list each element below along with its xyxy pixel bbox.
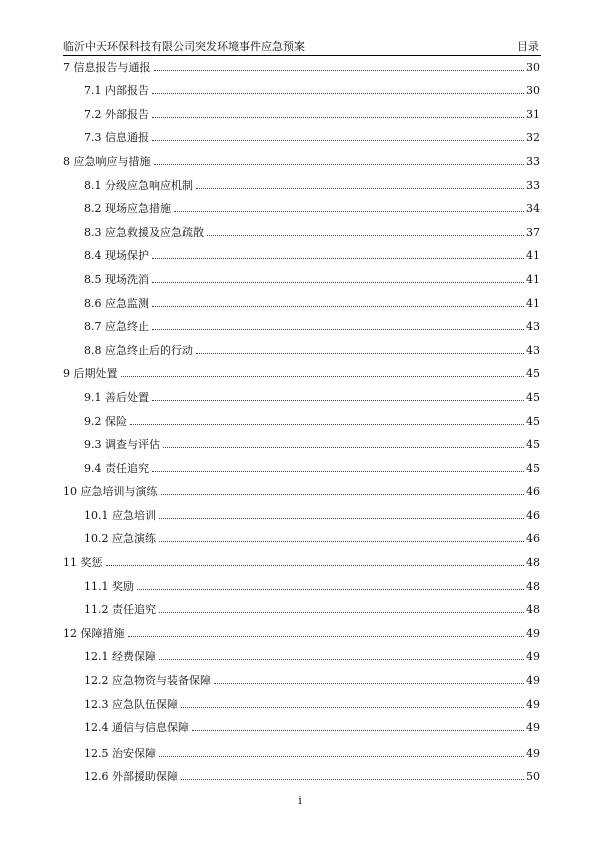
toc-entry-label: 12.4 通信与信息保障 [63,721,190,734]
toc-entry-label: 12.6 外部援助保障 [63,770,179,783]
toc-entry[interactable] [63,363,540,387]
toc-entry-page: 46 [526,508,540,522]
toc-entry-page: 49 [526,650,540,664]
document-title: 临沂中天环保科技有限公司突发环境事件应急预案 [63,40,305,53]
toc-entry[interactable] [63,103,540,127]
toc-entry-label: 10 应急培训与演练 [63,485,158,499]
toc-entry-label: 7.2 外部报告 [63,108,150,121]
toc-entry-page: 32 [526,131,540,145]
toc-entry[interactable] [63,198,540,222]
toc-entry-label: 9.1 善后处置 [63,391,150,404]
toc-dot-leader [106,565,525,566]
toc-entry-label: 8.3 应急救援及应急疏散 [63,226,205,239]
toc-dot-leader [152,282,524,283]
toc-dot-leader [159,518,524,519]
toc-dot-leader [137,589,524,590]
toc-entry[interactable] [63,599,540,623]
toc-dot-leader [152,140,524,141]
toc-dot-leader [159,756,524,757]
toc-entry[interactable] [63,410,540,434]
toc-entry-page: 48 [526,579,540,593]
toc-entry-label: 7 信息报告与通报 [63,60,151,74]
toc-entry-label: 12 保障措施 [63,626,125,640]
toc-entry[interactable] [63,316,540,340]
toc-entry-label: 8.4 现场保护 [63,249,150,262]
toc-entry-page: 45 [526,390,540,404]
toc-entry-label: 8 应急响应与措施 [63,154,151,168]
toc-entry[interactable] [63,766,540,790]
toc-entry-page: 49 [526,626,540,640]
toc-entry[interactable] [63,386,540,410]
toc-dot-leader [154,70,525,71]
toc-entry[interactable] [63,481,540,505]
toc-dot-leader [181,707,524,708]
toc-entry-page: 41 [526,272,540,286]
toc-dot-leader [174,211,524,212]
toc-entry-label: 10.2 应急演练 [63,532,157,545]
toc-dot-leader [159,659,524,660]
toc-dot-leader [152,93,524,94]
section-label: 目录 [517,40,539,53]
toc-entry-label: 12.1 经费保障 [63,650,157,663]
toc-entry-page: 45 [526,461,540,475]
toc-entry[interactable] [63,528,540,552]
toc-entry-page: 43 [526,320,540,334]
toc-dot-leader [196,188,524,189]
toc-dot-leader [130,424,524,425]
toc-dot-leader [192,730,524,731]
toc-entry-page: 43 [526,343,540,357]
toc-entry-page: 41 [526,296,540,310]
toc-dot-leader [128,636,525,637]
toc-dot-leader [159,541,524,542]
toc-entry[interactable] [63,551,540,575]
toc-entry[interactable] [63,504,540,528]
toc-entry[interactable] [63,56,540,80]
toc-entry-page: 46 [526,485,540,499]
toc-entry-label: 8.6 应急监测 [63,297,150,310]
toc-entry-page: 48 [526,556,540,570]
toc-entry-page: 50 [526,770,540,784]
toc-entry-label: 8.7 应急终止 [63,320,150,333]
toc-entry-label: 9 后期处置 [63,367,118,381]
toc-dot-leader [152,306,524,307]
toc-entry-label: 7.1 内部报告 [63,84,150,97]
toc-entry-page: 49 [526,697,540,711]
toc-entry-page: 37 [526,225,540,239]
toc-entry-label: 11.2 责任追究 [63,603,157,616]
toc-dot-leader [181,779,524,780]
toc-entry[interactable] [63,339,540,363]
toc-entry-page: 49 [526,674,540,688]
toc-entry[interactable] [63,646,540,670]
toc-dot-leader [152,329,524,330]
toc-entry-label: 8.1 分级应急响应机制 [63,179,194,192]
table-of-contents [63,56,540,789]
toc-entry-page: 34 [526,202,540,216]
toc-entry-page: 45 [526,367,540,381]
page-header [63,39,541,56]
page-number: i [298,794,302,807]
toc-entry[interactable] [63,245,540,269]
toc-entry-page: 46 [526,532,540,546]
toc-entry[interactable] [63,693,540,717]
toc-entry-label: 8.5 现场洗消 [63,273,150,286]
toc-dot-leader [161,494,525,495]
toc-dot-leader [152,400,524,401]
toc-entry[interactable] [63,457,540,481]
toc-dot-leader [121,376,525,377]
toc-entry[interactable] [63,292,540,316]
toc-entry-label: 9.2 保险 [63,415,128,428]
toc-entry-page: 33 [526,178,540,192]
toc-entry-label: 7.3 信息通报 [63,131,150,144]
toc-dot-leader [152,471,524,472]
toc-entry[interactable] [63,434,540,458]
toc-dot-leader [152,117,524,118]
toc-entry[interactable] [63,669,540,693]
toc-entry[interactable] [63,174,540,198]
toc-dot-leader [207,235,524,236]
toc-dot-leader [152,258,524,259]
toc-entry-page: 30 [526,84,540,98]
toc-dot-leader [163,447,524,448]
toc-entry-page: 30 [526,60,540,74]
toc-dot-leader [196,353,524,354]
toc-entry-label: 8.2 现场应急措施 [63,202,172,215]
toc-entry-page: 48 [526,603,540,617]
toc-dot-leader [154,164,525,165]
toc-entry[interactable] [63,80,540,104]
toc-entry-label: 10.1 应急培训 [63,509,157,522]
toc-dot-leader [214,683,524,684]
toc-entry[interactable] [63,575,540,599]
toc-entry-label: 9.4 责任追究 [63,462,150,475]
toc-entry-label: 12.3 应急队伍保障 [63,698,179,711]
toc-entry-page: 31 [526,107,540,121]
toc-entry[interactable] [63,221,540,245]
toc-entry-label: 12.5 治安保障 [63,747,157,760]
toc-entry-label: 12.2 应急物资与装备保障 [63,674,212,687]
toc-entry[interactable] [63,622,540,646]
toc-entry-page: 41 [526,249,540,263]
toc-entry[interactable] [63,150,540,174]
toc-entry-page: 49 [526,721,540,735]
toc-entry-page: 45 [526,414,540,428]
toc-entry-label: 9.3 调查与评估 [63,438,161,451]
toc-entry-page: 33 [526,154,540,168]
toc-entry-page: 49 [526,746,540,760]
toc-entry[interactable] [63,742,540,766]
toc-entry[interactable] [63,717,540,741]
toc-entry-label: 11 奖惩 [63,556,103,570]
toc-entry-label: 11.1 奖励 [63,580,135,593]
toc-dot-leader [159,612,524,613]
toc-entry[interactable] [63,268,540,292]
toc-entry-label: 8.8 应急终止后的行动 [63,344,194,357]
toc-entry[interactable] [63,127,540,151]
toc-entry-page: 45 [526,438,540,452]
